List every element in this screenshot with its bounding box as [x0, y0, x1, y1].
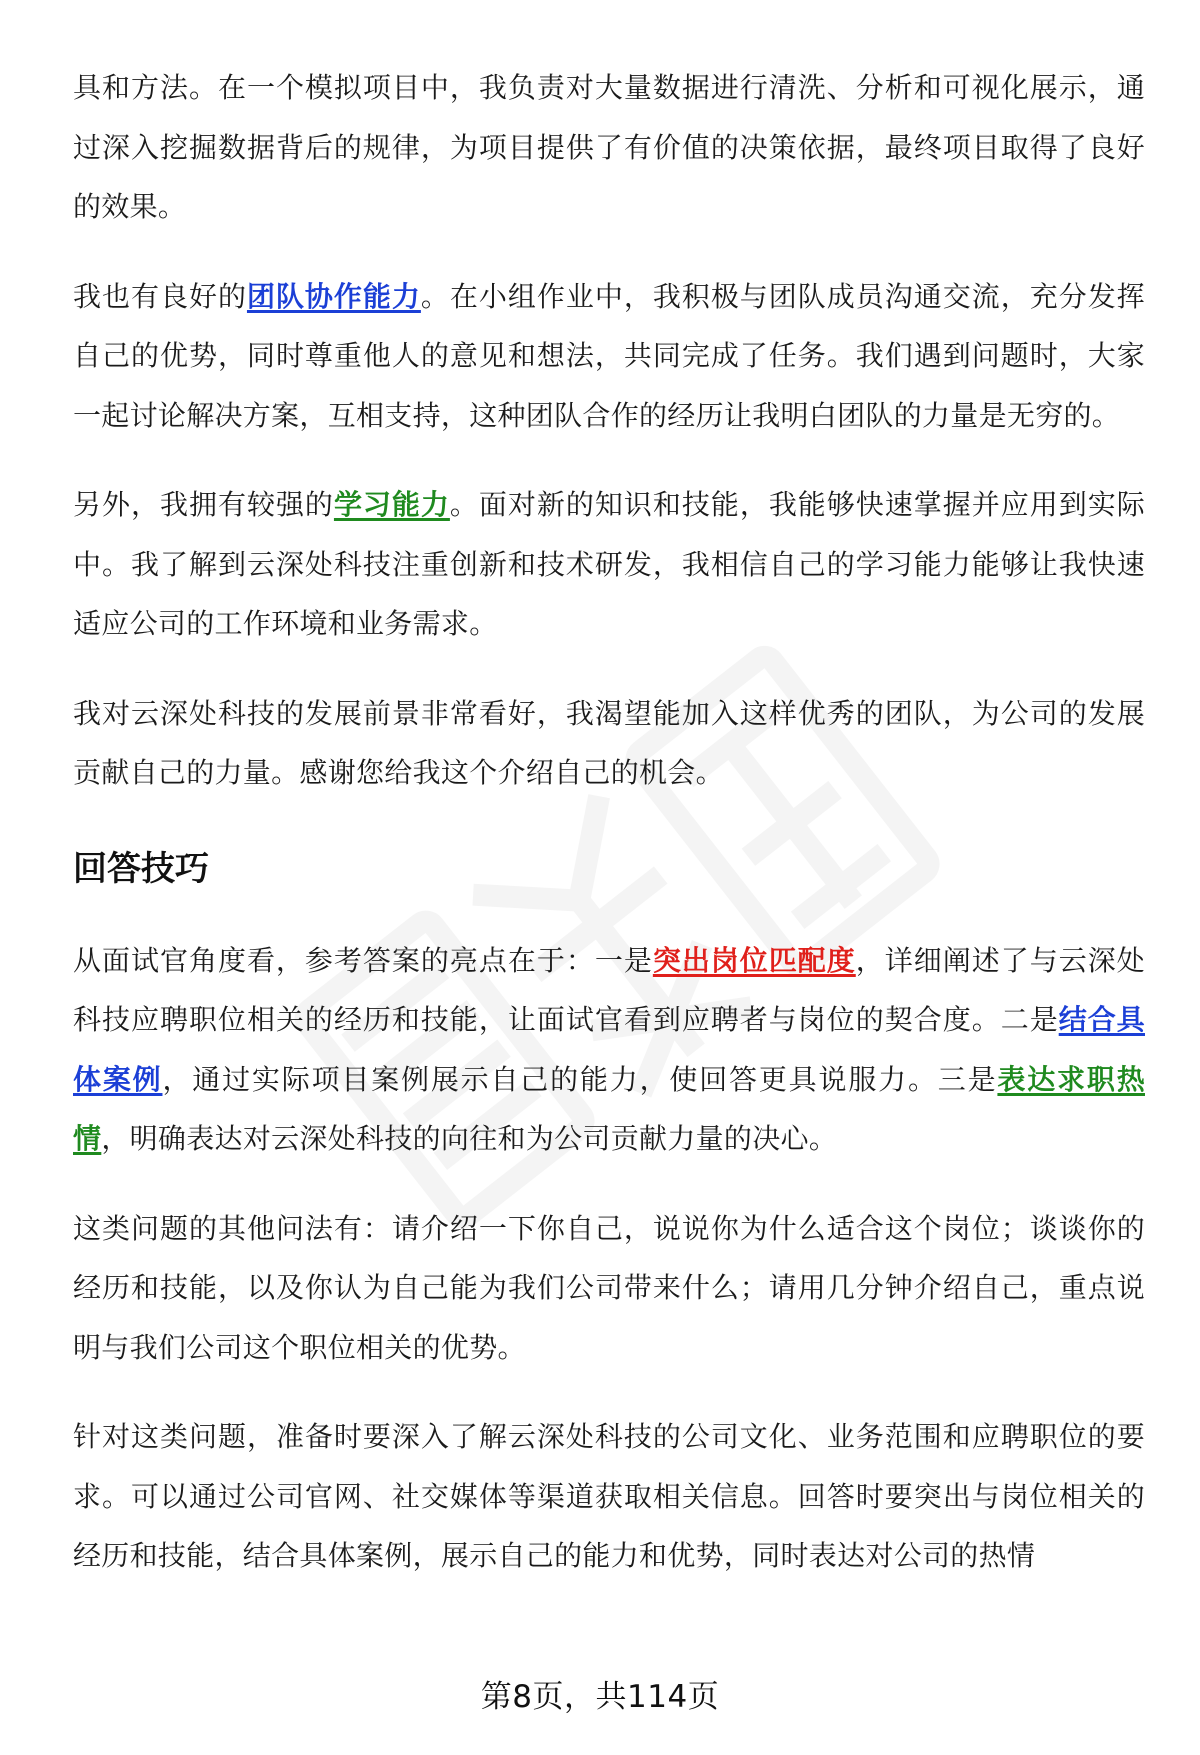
section-paragraphs	[73, 931, 1145, 1586]
paragraph-text: 这类问题的其他问法有：请介绍一下你自己，说说你为什么适合这个岗位；谈谈你的经历和技能，以及你认为自己能为我们公司带来什么；请用几分钟介绍自己，重点说明与我们公司这个职位相关的优势。	[73, 1211, 1145, 1364]
highlight-blue: 团队协作能力	[246, 279, 421, 313]
tips-paragraph-1	[73, 931, 1145, 1169]
paragraph-text: 具和方法。在一个模拟项目中，我负责对大量数据进行清洗、分析和可视化展示，通过深入挖掘数据背后的规律，为项目提供了有价值的决策依据，最终项目取得了良好的效果。	[73, 71, 1145, 223]
paragraph-text: 另外，我拥有较强的	[73, 488, 334, 521]
paragraph-text: 。面对新的知识和技能，我能够快速掌握并应用到实际中。我了解到云深处科技注重创新和技术研发，我相信自己的学习能力能够让我快速适应公司的工作环境和业务需求。	[73, 488, 1146, 640]
highlight-green: 表达求职热情	[73, 1062, 1145, 1155]
intro-paragraph-3	[73, 475, 1145, 654]
paragraph-text: 针对这类问题，准备时要深入了解云深处科技的公司文化、业务范围和应聘职位的要求。可以通过公司官网、社交媒体等渠道获取相关信息。回答时要突出与岗位相关的经历和技能，结合具体案例，展示自己的能力和优势，同时表达对公司的热情	[73, 1420, 1145, 1572]
intro-paragraph-2	[73, 267, 1145, 446]
highlight-green: 学习能力	[333, 488, 450, 521]
tips-paragraph-3	[73, 1407, 1145, 1586]
tips-paragraph-2	[73, 1199, 1145, 1378]
paragraph-text: ，通过实际项目案例展示自己的能力，使回答更具说服力。三是	[162, 1062, 998, 1096]
paragraph-text: 。在小组作业中，我积极与团队成员沟通交流，充分发挥自己的优势，同时尊重他人的意见和想法，共同完成了任务。我们遇到问题时，大家一起讨论解决方案，互相支持，这种团队合作的经历让我明白团队的力量是无穷的。	[73, 279, 1145, 432]
intro-paragraph-4	[73, 684, 1145, 803]
intro-paragraph-1	[73, 58, 1145, 237]
paragraph-text: 我也有良好的	[73, 279, 247, 313]
intro-paragraphs	[73, 58, 1145, 803]
highlight-blue: 结合具体案例	[73, 1003, 1145, 1096]
paragraph-text: ，详细阐述了与云深处科技应聘职位相关的经历和技能，让面试官看到应聘者与岗位的契合度。二是	[73, 943, 1145, 1036]
paragraph-text: ，明确表达对云深处科技的向往和为公司贡献力量的决心。	[101, 1122, 838, 1155]
paragraph-text: 我对云深处科技的发展前景非常看好，我渴望能加入这样优秀的团队，为公司的发展贡献自己的力量。感谢您给我这个介绍自己的机会。	[73, 696, 1145, 789]
section-heading: 回答技巧	[73, 848, 209, 889]
document-body	[73, 58, 1145, 1616]
paragraph-text: 从面试官角度看，参考答案的亮点在于：一是	[73, 943, 653, 977]
page-footer: 第8页，共114页	[480, 1679, 720, 1715]
highlight-red: 突出岗位匹配度	[652, 943, 856, 977]
